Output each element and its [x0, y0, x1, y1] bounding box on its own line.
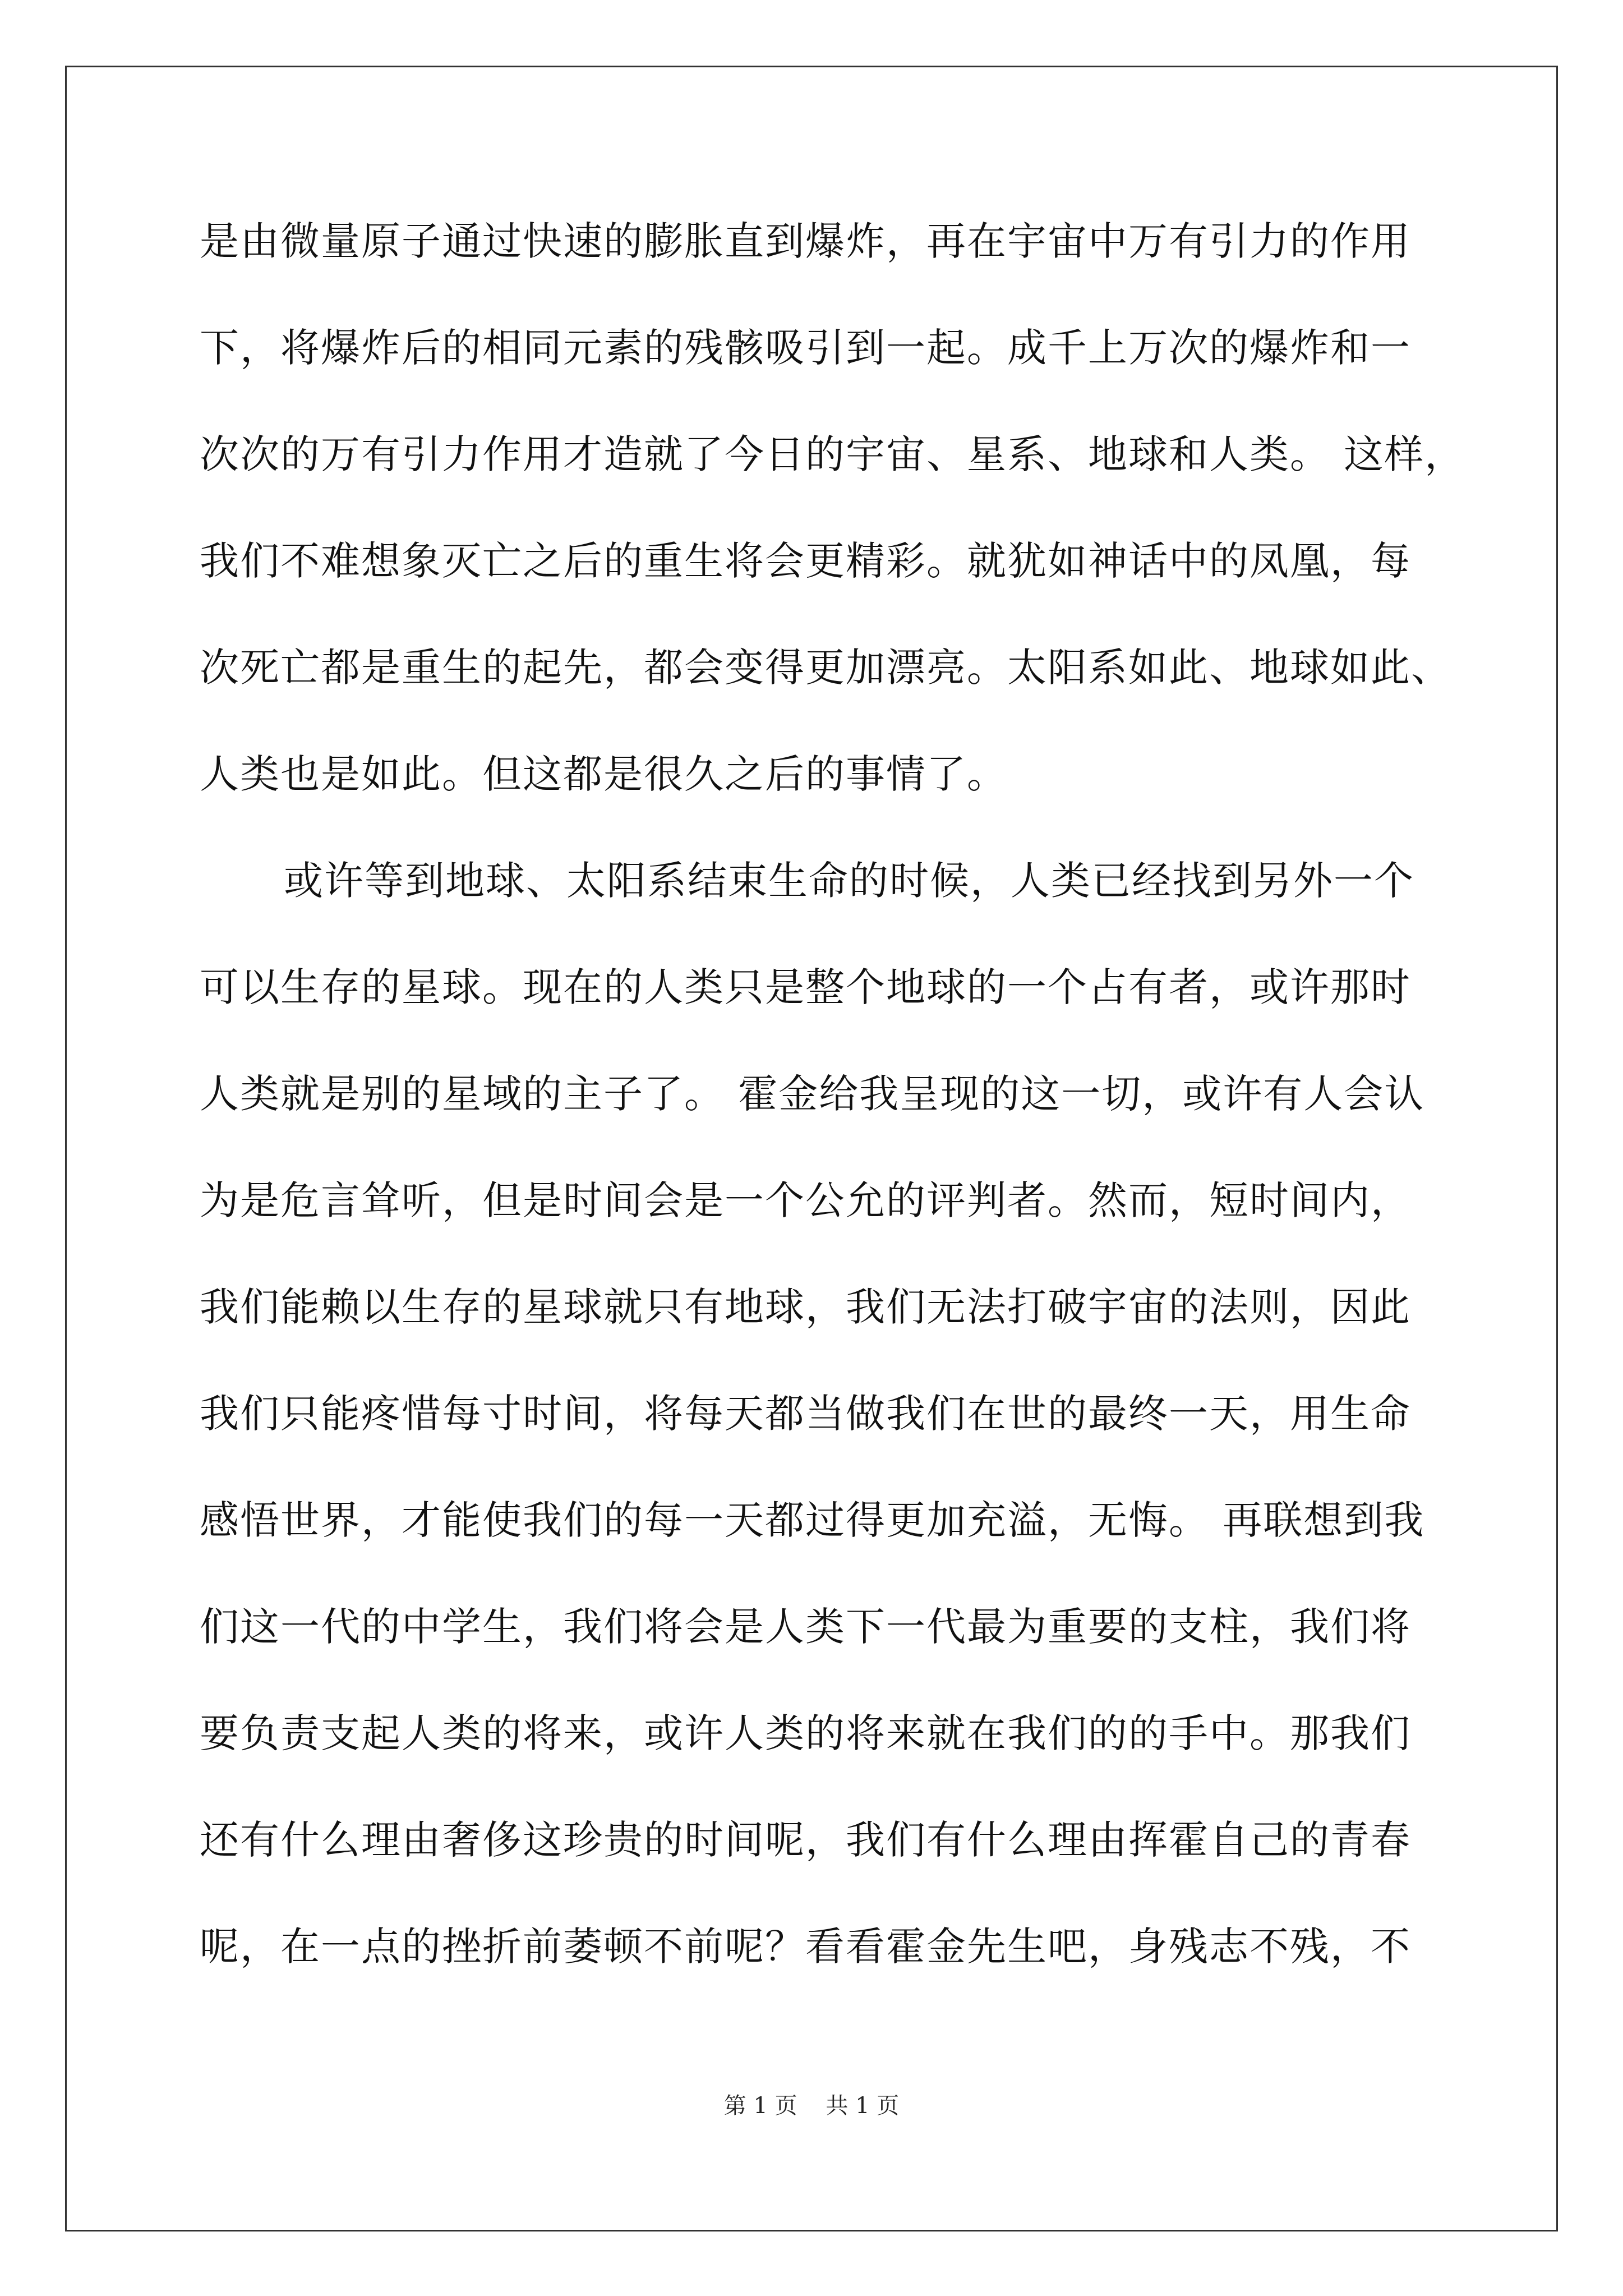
text-line: 感悟世界，才能使我们的每一天都过得更加充溢，无悔。 再联想到我	[200, 1497, 1425, 1543]
page-footer: 第 1 页 共 1 页	[723, 2093, 900, 2119]
text-line: 次死亡都是重生的起先，都会变得更加漂亮。太阳系如此、地球如此、	[200, 645, 1451, 691]
text-line: 下，将爆炸后的相同元素的残骸吸引到一起。成千上万次的爆炸和一	[200, 325, 1411, 371]
text-line: 还有什么理由奢侈这珍贵的时间呢，我们有什么理由挥霍自己的青春	[200, 1817, 1411, 1863]
text-line: 们这一代的中学生，我们将会是人类下一代最为重要的支柱，我们将	[200, 1604, 1411, 1650]
text-line: 呢，在一点的挫折前萎顿不前呢？看看霍金先生吧，身残志不残，不	[200, 1924, 1411, 1970]
text-line: 是由微量原子通过快速的膨胀直到爆炸，再在宇宙中万有引力的作用	[200, 218, 1411, 264]
text-line: 为是危言耸听，但是时间会是一个公允的评判者。然而，短时间内，	[200, 1177, 1411, 1223]
document-body	[200, 218, 1465, 2033]
text-line: 可以生存的星球。现在的人类只是整个地球的一个占有者，或许那时	[200, 964, 1411, 1010]
text-line: 人类也是如此。但这都是很久之后的事情了。	[200, 751, 1007, 797]
text-line: 我们能赖以生存的星球就只有地球，我们无法打破宇宙的法则，因此	[200, 1284, 1411, 1330]
text-line: 要负责支起人类的将来，或许人类的将来就在我们的的手中。那我们	[200, 1710, 1411, 1756]
text-line: 我们不难想象灭亡之后的重生将会更精彩。就犹如神话中的凤凰，每	[200, 538, 1411, 584]
text-line: 人类就是别的星域的主子了。 霍金给我呈现的这一切，或许有人会认	[200, 1071, 1425, 1117]
paragraph-first-line: 或许等到地球、太阳系结束生命的时候，人类已经找到另外一个	[284, 858, 1414, 904]
text-line: 我们只能疼惜每寸时间，将每天都当做我们在世的最终一天，用生命	[200, 1391, 1411, 1437]
text-line: 次次的万有引力作用才造就了今日的宇宙、星系、地球和人类。 这样，	[200, 431, 1465, 477]
